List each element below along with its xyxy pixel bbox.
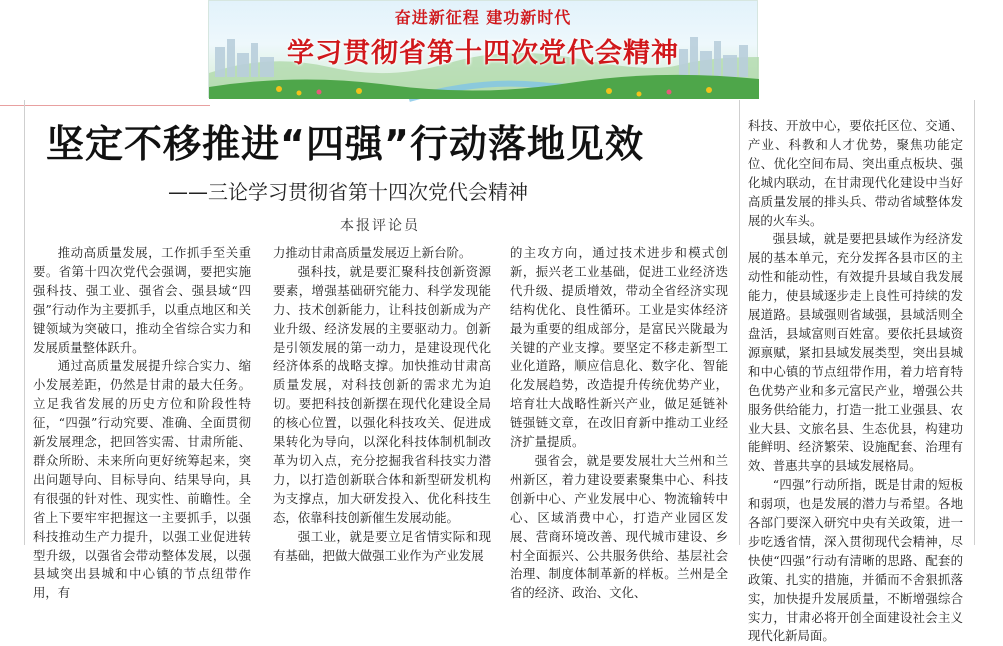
banner-slogan: 奋进新征程 建功新时代: [394, 8, 572, 27]
banner-title: 学习贯彻省第十四次党代会精神: [287, 38, 679, 69]
left-border-line: [24, 100, 25, 545]
paragraph: 推动高质量发展，工作抓手至关重要。省第十四次党代会强调，要把实施强科技、强工业、强省会、强县域“四强”行动作为主要抓手，以重点地区和关键领域为突破口，推动全省综合实力和发展质量整体跃升。: [33, 245, 251, 355]
article-byline: 本报评论员: [340, 218, 420, 234]
text-column-1: [33, 244, 251, 601]
paragraph: 的主攻方向，通过技术进步和模式创新，振兴老工业基础，促进工业经济迭代升级、提质增效，带动全省经济实现结构优化、良性循环。工业是实体经济最为重要的组成部分，是富民兴陇最为关键的产业支撑。要坚定不移走新型工业化道路，顺应信息化、数字化、智能化发展趋势，改造提升传统优势产业，培育壮大战略性新兴产业，做足延链补链强链文章，在改旧育新中推动工业经济扩量提质。: [510, 245, 728, 450]
column-banner: [208, 0, 758, 98]
text-column-4: [748, 117, 963, 644]
text-column-2: [273, 244, 491, 563]
paragraph: 强省会，就是要发展壮大兰州和兰州新区，着力建设要素聚集中心、科技创新中心、产业发展中心、物流输转中心、区域消费中心，打造产业园区发展、营商环境改善、现代城市建设、乡村全面振兴、公共服务供给、基层社会治理、制度体制革新的样板。兰州是全省的经济、政治、文化、: [510, 452, 728, 601]
paragraph: 强工业，就是要立足省情实际和现有基础，把做大做强工业作为产业发展: [273, 528, 491, 563]
article-subheadline: ——三论学习贯彻省第十四次党代会精神: [168, 180, 528, 204]
top-rule: [0, 105, 210, 106]
paragraph: 通过高质量发展提升综合实力、缩小发展差距，仍然是甘肃的最大任务。立足我省发展的历史方位和阶段性特征，“四强”行动究要、准确、全面贯彻新发展理念，把回答实需、甘肃所能、群众所盼、未来所向更好统筹起来，突出问题导向、目标导向、结果导向，具有很强的针对性、现实性、前瞻性。全省上下要牢牢把握这一主要抓手，以强科技推动生产力提升，以强工业促进转型升级，以强省会带动整体发展，以强县域突出县城和中心镇的节点纽带作用，有: [33, 358, 251, 601]
paragraph: 强县域，就是要把县域作为经济发展的基本单元，充分发挥各县市区的主动性和能动性，有效提升县域自我发展能力，使县域逐步走上良性可持续的发展道路。县域强则省域强，县域活则全盘活，县域富则百姓富。要依托县域资源禀赋，紧扣县域发展类型，突出县城和中心镇的节点纽带作用，着力培育特色优势产业和多元富民产业，增强公共服务供给能力，打造一批工业强县、农业大县、文旅名县、生态优县，构建功能鲜明、经济繁荣、设施配套、治理有效、普惠共享的县域发展格局。: [748, 231, 963, 474]
paragraph: 强科技，就是要汇聚科技创新资源要素，增强基础研究能力、科学发现能力、技术创新能力，让科技创新成为产业升级、经济发展的主要驱动力。创新是引领发展的第一动力，是建设现代化经济体系的战略支撑。加快推动甘肃高质量发展，对科技创新的需求尤为迫切。要把科技创新摆在现代化建设全局的核心位置，以强化科技攻关、促进成果转化为导向，以深化科技体制机制改革为切入点，充分挖掘我省科技实力潜力，以打造创新联合体和新型研发机构为支撑点，加大研发投入、优化科技生态，依靠科技创新催生发展动能。: [273, 263, 491, 525]
article-headline: 坚定不移推进“四强”行动落地见效: [46, 122, 644, 166]
right-border-line: [974, 100, 975, 545]
paragraph: 力推动甘肃高质量发展迈上新台阶。: [273, 245, 472, 260]
paragraph: “四强”行动所指，既是甘肃的短板和弱项，也是发展的潜力与希望。各地各部门要深入研究中央有关政策，进一步吃透省情，深入贯彻现代会精神，尽快使“四强”行动有清晰的思路、配套的政策、扎实的措施，并循而不舍狠抓落实，加快提升发展质量，不断增强综合实力，甘肃必将开创全面建设社会主义现代化新局面。: [748, 477, 963, 644]
paragraph: 科技、开放中心，要依托区位、交通、产业、科教和人才优势，聚焦功能定位、优化空间布局、突出重点板块、强化城内联动，在甘肃现代化建设中当好高质量发展的排头兵、带动省域整体发展的火车头。: [748, 118, 963, 228]
text-column-3: [510, 244, 728, 601]
